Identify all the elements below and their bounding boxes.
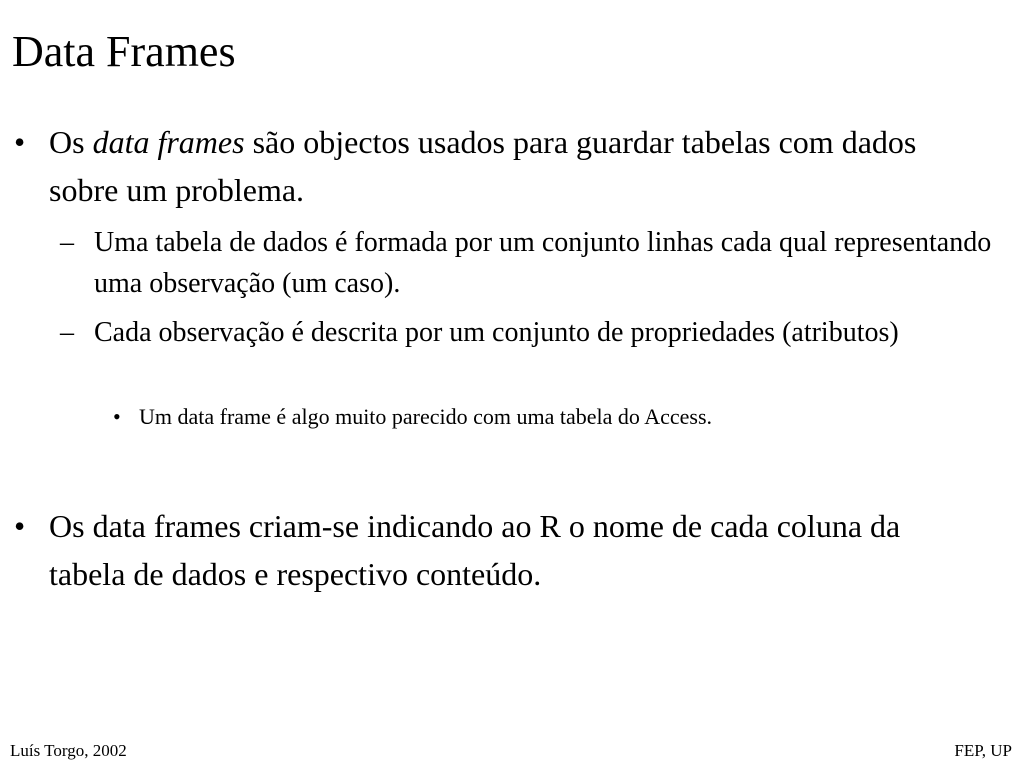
bullet-marker: • [113, 404, 121, 429]
bullet-text-emphasis: data frames [92, 124, 245, 160]
footer-author: Luís Torgo, 2002 [10, 741, 127, 760]
bullet-text [49, 118, 979, 214]
dash-marker: – [60, 227, 74, 258]
sub-bullet-text: Cada observação é descrita por um conjunto de propriedades (atributos) [94, 317, 899, 348]
footer-institution: FEP, UP [954, 741, 1012, 760]
bullet-item [12, 502, 1012, 598]
bullet-marker: • [14, 508, 26, 544]
sub-bullet-item [60, 312, 1010, 394]
bullet-text-prefix: Os [49, 124, 93, 160]
slide-title: Data Frames [12, 27, 236, 76]
sub-bullet-text: Uma tabela de dados é formada por um conjunto linhas cada qual representando uma observação (um caso). [94, 227, 992, 299]
sub-bullet-item [60, 222, 1010, 304]
sub-sub-bullet-text: Um data frame é algo muito parecido com uma tabela do Access. [139, 404, 713, 429]
bullet-item [12, 118, 1012, 214]
bullet-text-suffix: são objectos usados para guardar tabelas com dados sobre um problema. [49, 124, 917, 208]
dash-marker: – [60, 317, 74, 348]
sub-sub-bullet-item [113, 402, 1003, 432]
bullet-marker: • [14, 124, 26, 160]
bullet-text: Os data frames criam-se indicando ao R o nome de cada coluna da tabela de dados e respectivo conteúdo. [49, 508, 901, 592]
